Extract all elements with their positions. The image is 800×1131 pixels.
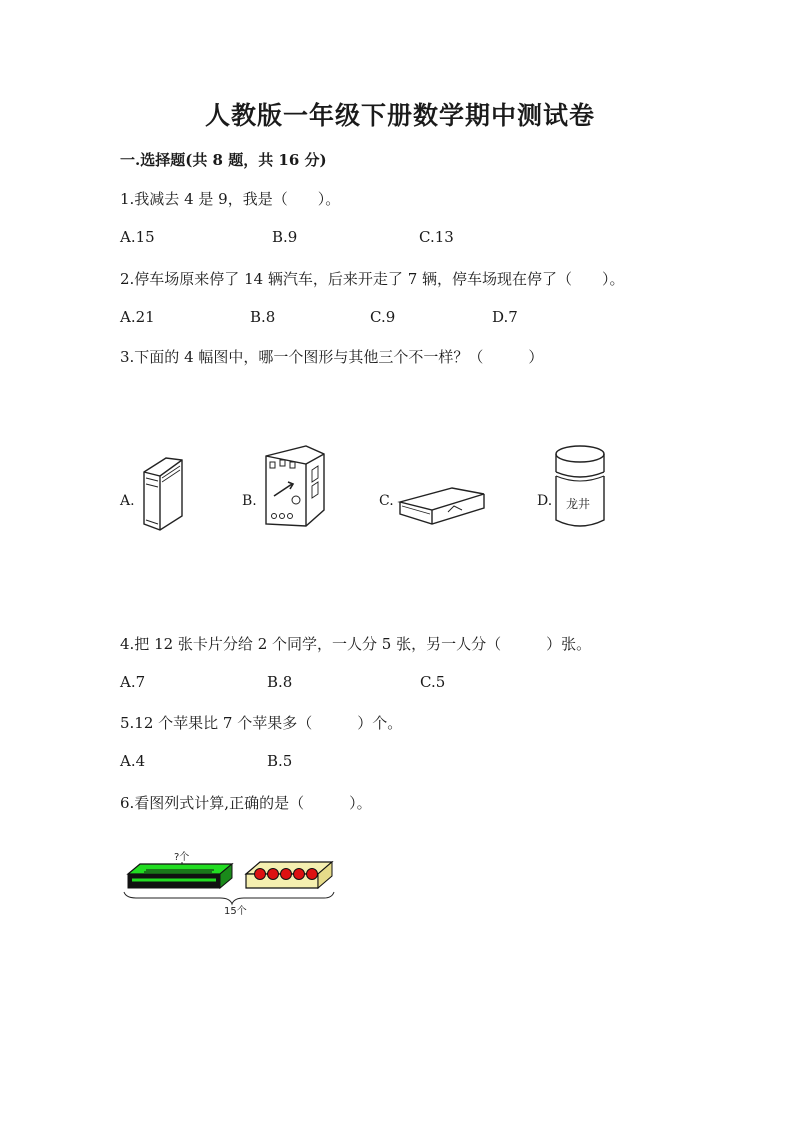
q3-label-c[interactable]: C. (379, 493, 394, 509)
question-5: 5.12 个苹果比 7 个苹果多（ ）个。 (120, 714, 403, 732)
box-figure (262, 440, 328, 530)
q5-option-b[interactable]: B.5 (267, 752, 293, 770)
question-4: 4.把 12 张卡片分给 2 个同学，一人分 5 张，另一人分（ ）张。 (120, 635, 592, 653)
q4-option-b[interactable]: B.8 (267, 673, 293, 691)
q1-option-c[interactable]: C.13 (419, 228, 454, 246)
section-heading: 一.选择题(共 8 题，共 16 分) (120, 151, 327, 169)
q2-option-a[interactable]: A.21 (120, 308, 155, 326)
question-6: 6.看图列式计算,正确的是（ ）。 (120, 794, 372, 812)
q3-label-a[interactable]: A. (120, 493, 135, 509)
question-1: 1.我减去 4 是 9，我是（ ）。 (120, 190, 341, 208)
jar-label: 龙井 (566, 497, 591, 511)
page-title: 人教版一年级下册数学期中测试卷 (204, 101, 595, 130)
q4-option-c[interactable]: C.5 (420, 673, 446, 691)
q2-option-d[interactable]: D.7 (492, 308, 518, 326)
q3-label-b[interactable]: B. (242, 493, 257, 509)
q5-option-a[interactable]: A.4 (120, 752, 146, 770)
q2-option-b[interactable]: B.8 (250, 308, 276, 326)
q2-option-c[interactable]: C.9 (370, 308, 396, 326)
q1-option-b[interactable]: B.9 (272, 228, 298, 246)
q3-label-d[interactable]: D. (537, 493, 553, 509)
total-count-label: 15个 (224, 906, 247, 917)
tea-jar-figure (552, 442, 610, 532)
question-2: 2.停车场原来停了 14 辆汽车，后来开走了 7 辆，停车场现在停了（ ）。 (120, 270, 625, 288)
q4-option-a[interactable]: A.7 (120, 673, 146, 691)
flat-box-figure (396, 484, 488, 528)
book-figure (138, 454, 188, 532)
apple-box-figure (120, 840, 340, 920)
question-3: 3.下面的 4 幅图中，哪一个图形与其他三个不一样？（ ） (120, 348, 544, 366)
unknown-count-label: ?个 (174, 852, 190, 863)
q1-option-a[interactable]: A.15 (120, 228, 155, 246)
